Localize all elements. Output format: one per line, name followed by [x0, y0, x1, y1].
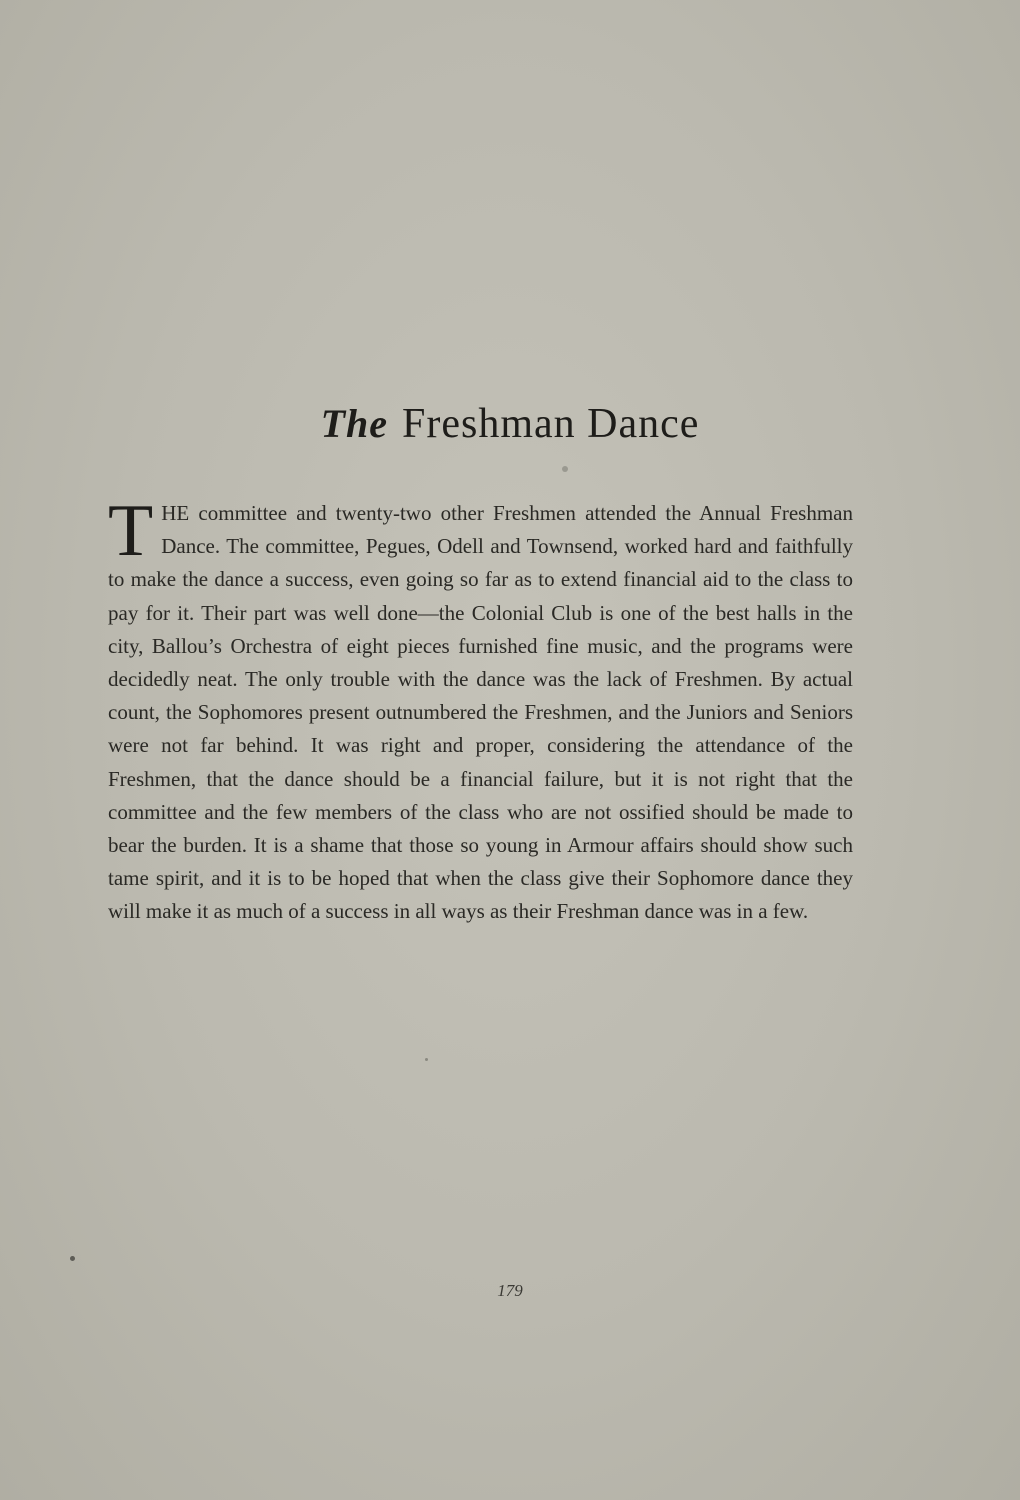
- page-number: 179: [497, 1281, 523, 1300]
- body-paragraph: [108, 490, 853, 929]
- drop-cap: T: [108, 490, 154, 572]
- page-title: [0, 400, 1020, 448]
- paper-speck: [562, 466, 568, 472]
- body-text: HE committee and twenty-two other Freshmen attended the Annual Freshman Dance. The committee, Pegues, Odell and Townsend, worked hard and faithfully to make the dance a success, even going so far as to extend financial aid to the class to pay for it. Their part was well done—the Colonial Club is one of the best halls in the city, Ballou’s Orchestra of eight pieces furnished fine music, and the programs were decidedly neat. The only trouble with the dance was the lack of Freshmen. By actual count, the Sophomores present outnumbered the Freshmen, and the Juniors and Seniors were not far behind. It was right and proper, considering the attendance of the Freshmen, that the dance should be a financial failure, but it is not right that the committee and the few members of the class who are not ossified should be made to bear the burden. It is a shame that those so young in Armour affairs should show such tame spirit, and it is to be hoped that when the class give their Sophomore dance they will make it as much of a success in all ways as their Freshman dance was in a few.: [108, 501, 853, 924]
- title-main: Freshman Dance: [402, 401, 700, 447]
- paper-speck: [70, 1256, 75, 1261]
- title-prefix: The: [320, 401, 389, 446]
- paper-speck: [425, 1058, 428, 1061]
